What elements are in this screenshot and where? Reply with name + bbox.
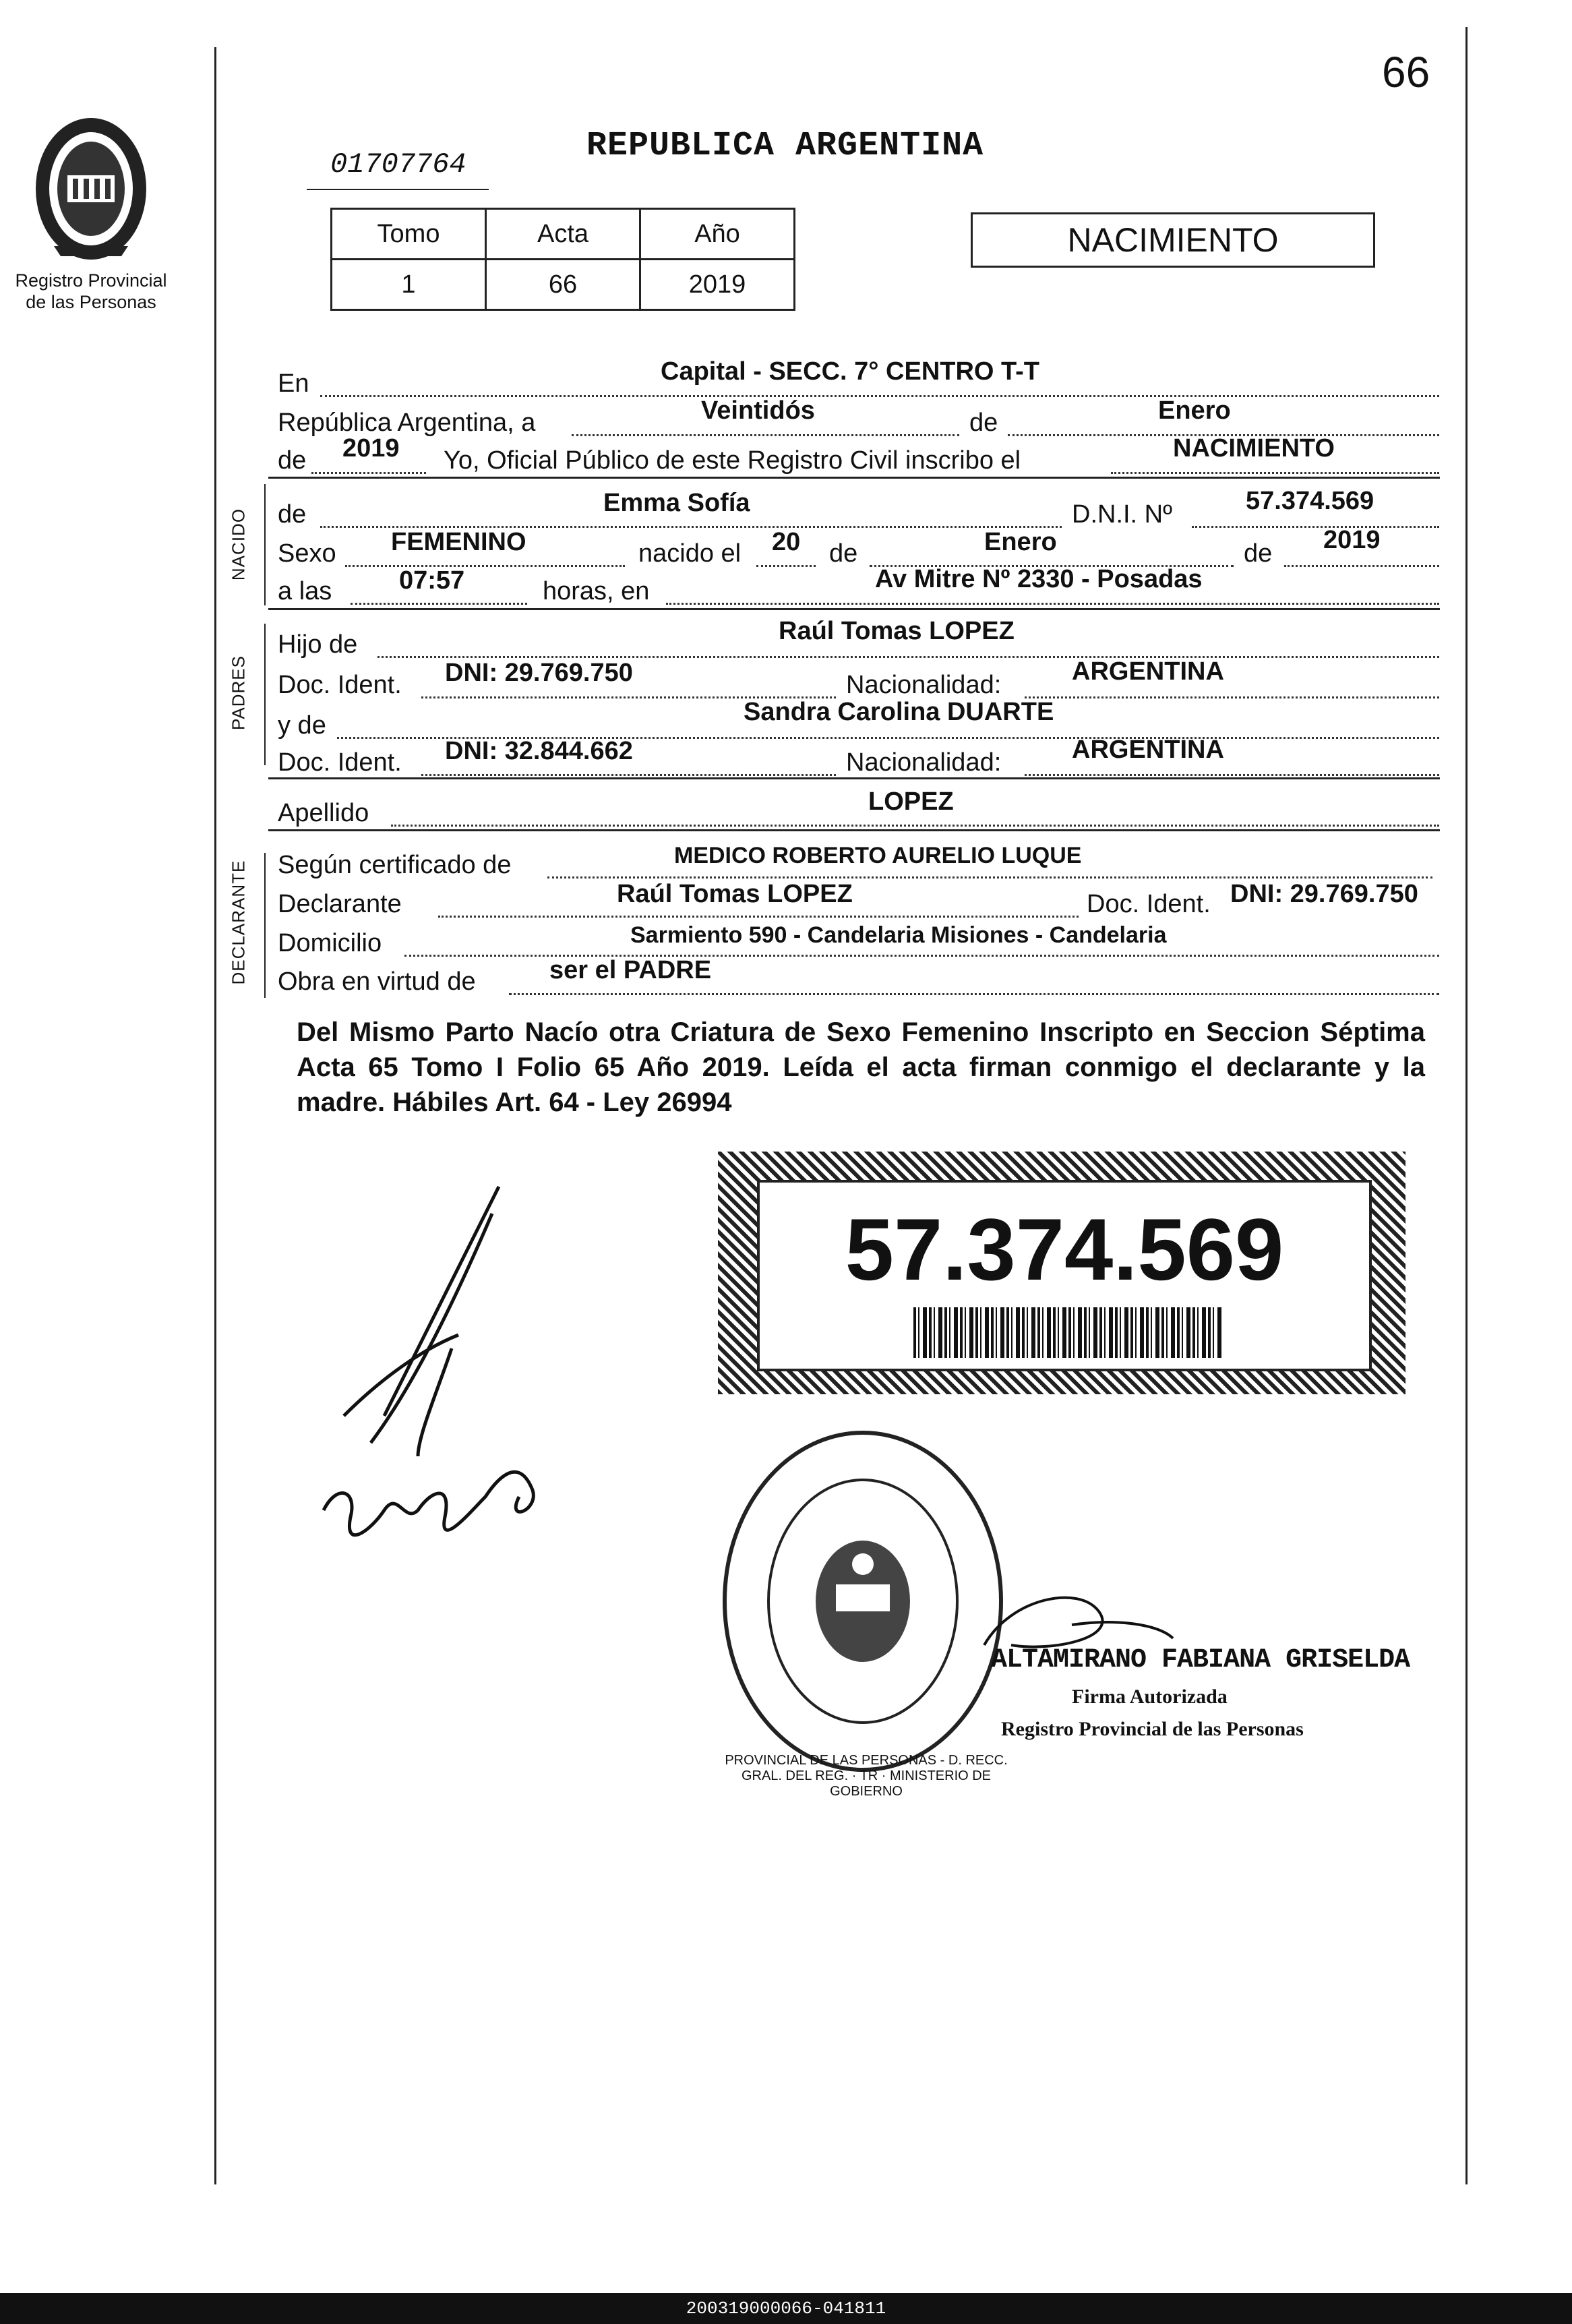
dni-number: 57.374.569 [845, 1200, 1284, 1299]
divider-4 [268, 829, 1440, 831]
stamp-ring-text: PROVINCIAL DE LAS PERSONAS - D. RECC. GRAL. DEL REG. · TR · MINISTERIO DE GOBIERNO [725, 1753, 1008, 1799]
left-margin-line [214, 47, 216, 2184]
footer-code-bar: 200319000066-041811 [0, 2293, 1572, 2324]
value-tipo: NACIMIENTO [1173, 434, 1335, 463]
value-declarante-dni: DNI: 29.769.750 [1230, 880, 1418, 908]
label-nacionalidad-madre: Nacionalidad: [846, 748, 1002, 777]
registry-name-line2: de las Personas [26, 292, 156, 312]
label-de4: de [1244, 539, 1273, 568]
line-sexo [345, 565, 625, 567]
label-y-de: y de [278, 711, 326, 740]
signatory-role: Firma Autorizada [1072, 1686, 1228, 1708]
table-value-row [332, 260, 795, 310]
line-tipo [1111, 472, 1439, 474]
value-nombre: Emma Sofía [603, 489, 750, 517]
label-obra: Obra en virtud de [278, 967, 476, 996]
value-dni: 57.374.569 [1246, 487, 1374, 515]
line-padre-nac [1025, 696, 1439, 698]
value-dia-letras: Veintidós [701, 396, 815, 425]
value-dia-nac: 20 [772, 528, 801, 556]
value-lugar-nac: Av Mitre Nº 2330 - Posadas [875, 565, 1203, 593]
line-lugar [320, 395, 1439, 397]
value-obra: ser el PADRE [549, 956, 712, 984]
serial-underline [307, 189, 489, 190]
value-madre-dni: DNI: 32.844.662 [445, 737, 633, 765]
value-sexo: FEMENINO [391, 528, 526, 556]
value-madre: Sandra Carolina DUARTE [744, 698, 1054, 726]
section-label-nacido: NACIDO [228, 508, 249, 581]
line-hora [351, 603, 527, 605]
value-padre-dni: DNI: 29.769.750 [445, 659, 633, 687]
value-lugar: Capital - SECC. 7° CENTRO T-T [661, 357, 1040, 386]
section-bar-declarante [264, 853, 266, 998]
value-padre: Raúl Tomas LOPEZ [779, 617, 1015, 645]
label-doc-ident-padre: Doc. Ident. [278, 671, 402, 699]
label-en: En [278, 369, 309, 398]
value-mes-insc: Enero [1158, 396, 1231, 425]
section-bar-padres [264, 624, 266, 765]
label-segun: Según certificado de [278, 851, 512, 879]
divider-1 [268, 477, 1440, 479]
value-tomo: 1 [332, 260, 486, 310]
label-de-nombre: de [278, 500, 307, 529]
label-de3: de [829, 539, 858, 568]
label-yo: Yo, Oficial Público de este Registro Civil inscribo el [444, 446, 1021, 475]
label-nacido-el: nacido el [638, 539, 742, 568]
label-declarante: Declarante [278, 890, 402, 918]
section-bar-nacido [264, 484, 266, 605]
label-de: de [969, 409, 998, 437]
page-number: 66 [1382, 48, 1430, 96]
signatory-name: ALTAMIRANO FABIANA GRISELDA [991, 1645, 1410, 1675]
value-acta: 66 [486, 260, 640, 310]
line-padre [377, 656, 1439, 658]
line-anio [311, 472, 426, 474]
right-margin-line [1465, 27, 1468, 2184]
declarant-signature [317, 1173, 586, 1591]
header-tomo: Tomo [332, 209, 486, 260]
value-mes-nac: Enero [984, 528, 1057, 556]
label-domicilio: Domicilio [278, 929, 382, 957]
section-label-declarante: DECLARANTE [228, 860, 249, 985]
registry-logo [13, 111, 169, 313]
label-republica: República Argentina, a [278, 409, 536, 437]
value-apellido: LOPEZ [868, 787, 954, 816]
header-acta: Acta [486, 209, 640, 260]
label-apellido: Apellido [278, 799, 369, 827]
value-madre-nac: ARGENTINA [1072, 736, 1224, 764]
record-type-box: NACIMIENTO [971, 212, 1375, 268]
label-doc-ident-madre: Doc. Ident. [278, 748, 402, 777]
line-certificado [547, 876, 1432, 878]
value-certificado: MEDICO ROBERTO AURELIO LUQUE [674, 843, 1082, 868]
value-hora: 07:57 [399, 566, 465, 595]
divider-2 [268, 608, 1440, 610]
value-declarante: Raúl Tomas LOPEZ [617, 880, 853, 908]
label-sexo: Sexo [278, 539, 336, 568]
section-label-padres: PADRES [228, 655, 249, 730]
header-anio: Año [640, 209, 795, 260]
line-lugar-nac [666, 603, 1439, 605]
registry-name-line1: Registro Provincial [15, 270, 167, 291]
line-madre-dni [421, 774, 836, 776]
label-de2: de [278, 446, 307, 475]
document-title: REPUBLICA ARGENTINA [586, 127, 984, 165]
signatory-office: Registro Provincial de las Personas [1001, 1718, 1304, 1740]
label-a-las: a las [278, 577, 332, 605]
record-index-table [330, 208, 795, 311]
line-anio-nac [1284, 565, 1439, 567]
dni-sticker-inner [757, 1180, 1372, 1371]
table-header-row [332, 209, 795, 260]
observation-note: Del Mismo Parto Nacío otra Criatura de Sexo Femenino Inscripto en Seccion Séptima Acta 65 Tomo I Folio 65 Año 2019. Leída el acta firman conmigo el declarante y la madre. Hábiles Art. 64 - Ley 26994 [297, 1017, 1425, 1117]
value-anio-insc: 2019 [342, 434, 400, 463]
divider-3 [268, 777, 1440, 779]
serial-number: 01707764 [330, 148, 466, 181]
line-apellido [391, 825, 1439, 827]
line-dni [1192, 526, 1439, 528]
value-anio: 2019 [640, 260, 795, 310]
dni-sticker [718, 1152, 1405, 1394]
value-domicilio: Sarmiento 590 - Candelaria Misiones - Candelaria [630, 922, 1167, 948]
label-dni: D.N.I. Nº [1072, 500, 1172, 529]
label-hijo-de: Hijo de [278, 630, 358, 659]
line-dia [572, 434, 959, 436]
value-padre-nac: ARGENTINA [1072, 657, 1224, 686]
label-horas-en: horas, en [543, 577, 650, 605]
label-nacionalidad-padre: Nacionalidad: [846, 671, 1002, 699]
official-stamp [715, 1423, 1011, 1780]
provincial-seal-icon [13, 111, 169, 266]
line-declarante [438, 916, 1079, 918]
label-doc-ident-declarante: Doc. Ident. [1087, 890, 1211, 918]
line-dia-nac [756, 565, 816, 567]
line-obra [509, 993, 1439, 995]
barcode [913, 1307, 1223, 1358]
line-madre-nac [1025, 774, 1439, 776]
value-anio-nac: 2019 [1323, 526, 1381, 554]
